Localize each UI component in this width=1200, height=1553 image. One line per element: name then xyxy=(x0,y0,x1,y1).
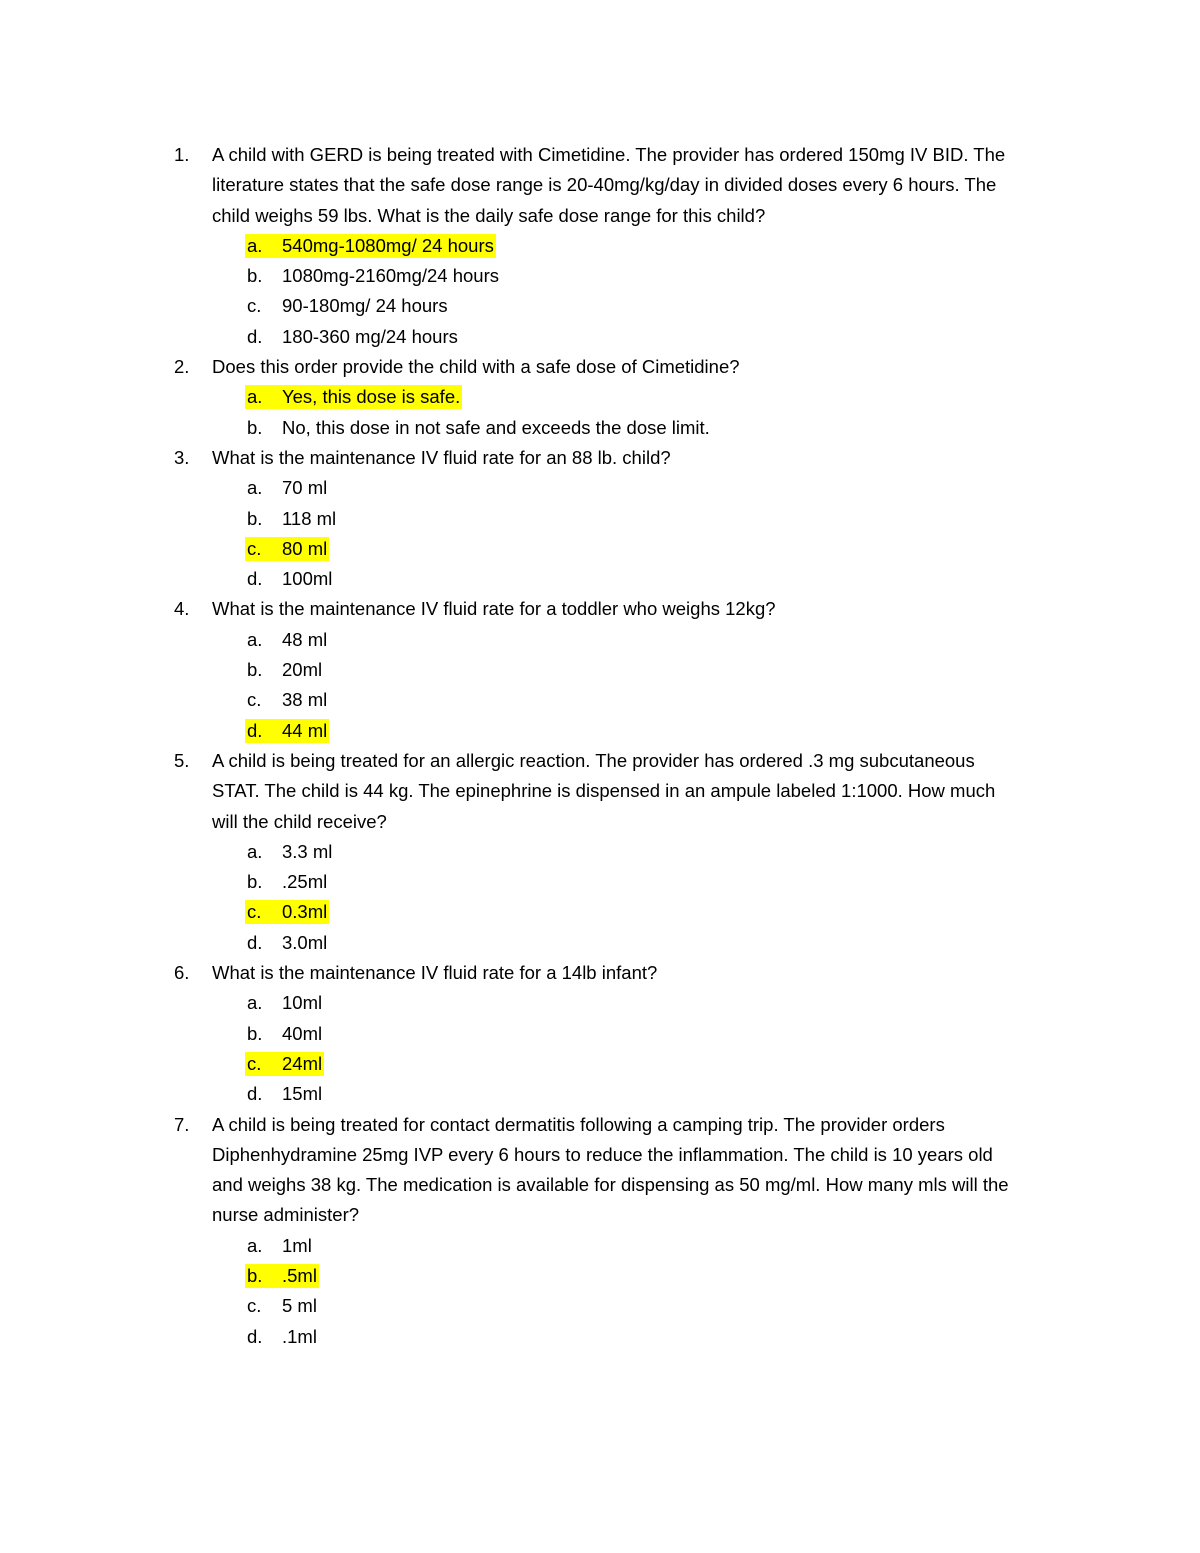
answer-option xyxy=(0,867,1200,897)
option-text: 180-360 mg/24 hours xyxy=(282,325,458,347)
option-text: .5ml xyxy=(282,1264,317,1286)
answer-option-highlighted xyxy=(0,382,1200,412)
option-label: d. xyxy=(247,568,263,590)
option-text: .1ml xyxy=(282,1325,317,1347)
option-label: a. xyxy=(247,992,263,1014)
answer-option xyxy=(0,1079,1200,1109)
option-text: 40ml xyxy=(282,1022,323,1044)
question-text: Does this order provide the child with a safe dose of Cimetidine? xyxy=(212,356,740,378)
option-text: 1ml xyxy=(282,1234,312,1256)
option-label: d. xyxy=(247,1325,263,1347)
answer-option xyxy=(0,291,1200,321)
question-text: What is the maintenance IV fluid rate for a toddler who weighs 12kg? xyxy=(212,598,776,620)
question-line xyxy=(0,958,1200,988)
option-label: d. xyxy=(247,931,263,953)
option-text: .25ml xyxy=(282,871,328,893)
answer-option-highlighted xyxy=(0,231,1200,261)
question-2 xyxy=(0,352,1200,443)
question-line xyxy=(0,1140,1200,1170)
option-text: 3.3 ml xyxy=(282,840,333,862)
option-text: 1080mg-2160mg/24 hours xyxy=(282,265,500,287)
option-label: b. xyxy=(247,416,263,438)
question-line xyxy=(0,746,1200,776)
option-label: b. xyxy=(247,1264,263,1286)
option-label: c. xyxy=(247,1052,262,1074)
answer-option xyxy=(0,1291,1200,1321)
question-text: A child is being treated for contact dermatitis following a camping trip. The provider orders xyxy=(212,1113,945,1135)
option-label: c. xyxy=(247,295,262,317)
question-1 xyxy=(0,140,1200,352)
option-text: 24ml xyxy=(282,1052,323,1074)
question-number: 4. xyxy=(174,598,190,620)
answer-option xyxy=(0,988,1200,1018)
question-number: 5. xyxy=(174,749,190,771)
question-text: Diphenhydramine 25mg IVP every 6 hours to reduce the inflammation. The child is 10 years old xyxy=(212,1143,993,1165)
question-5 xyxy=(0,746,1200,958)
answer-option-highlighted xyxy=(0,716,1200,746)
option-text: 10ml xyxy=(282,992,323,1014)
answer-option-highlighted xyxy=(0,534,1200,564)
question-text: nurse administer? xyxy=(212,1204,360,1226)
answer-option xyxy=(0,655,1200,685)
question-line xyxy=(0,776,1200,806)
question-line xyxy=(0,201,1200,231)
option-text: 15ml xyxy=(282,1083,323,1105)
answer-option-highlighted xyxy=(0,1049,1200,1079)
question-line xyxy=(0,1170,1200,1200)
option-label: d. xyxy=(247,1083,263,1105)
option-text: 0.3ml xyxy=(282,901,328,923)
option-text: 118 ml xyxy=(282,507,337,529)
option-text: 44 ml xyxy=(282,719,328,741)
answer-option xyxy=(0,837,1200,867)
option-label: d. xyxy=(247,325,263,347)
option-text: 5 ml xyxy=(282,1295,317,1317)
question-text: A child with GERD is being treated with Cimetidine. The provider has ordered 150mg IV BID. The xyxy=(212,144,1006,165)
question-number: 3. xyxy=(174,446,190,468)
question-text: and weighs 38 kg. The medication is available for dispensing as 50 mg/ml. How many mls will the xyxy=(212,1174,1009,1196)
question-3 xyxy=(0,443,1200,594)
question-text: STAT. The child is 44 kg. The epinephrine is dispensed in an ampule labeled 1:1000. How much xyxy=(212,780,996,802)
question-text: will the child receive? xyxy=(212,810,387,832)
option-text: 80 ml xyxy=(282,537,328,559)
option-label: b. xyxy=(247,659,263,681)
question-number: 2. xyxy=(174,356,190,378)
option-label: a. xyxy=(247,628,263,650)
option-text: 20ml xyxy=(282,659,323,681)
answer-option xyxy=(0,625,1200,655)
answer-option xyxy=(0,1019,1200,1049)
question-6 xyxy=(0,958,1200,1109)
option-label: b. xyxy=(247,1022,263,1044)
option-label: a. xyxy=(247,477,263,499)
question-line xyxy=(0,1110,1200,1140)
question-line xyxy=(0,443,1200,473)
question-line xyxy=(0,170,1200,200)
option-label: c. xyxy=(247,537,262,559)
question-line xyxy=(0,140,1200,170)
option-text: 3.0ml xyxy=(282,931,328,953)
answer-option xyxy=(0,504,1200,534)
question-text: What is the maintenance IV fluid rate for a 14lb infant? xyxy=(212,962,658,984)
option-label: d. xyxy=(247,719,263,741)
option-label: a. xyxy=(247,1234,263,1256)
option-label: b. xyxy=(247,265,263,287)
question-number: 6. xyxy=(174,962,190,984)
question-line xyxy=(0,1200,1200,1230)
question-list xyxy=(0,140,1200,1352)
option-text: 90-180mg/ 24 hours xyxy=(282,295,448,317)
option-label: a. xyxy=(247,386,263,408)
option-text: 38 ml xyxy=(282,689,328,711)
answer-option xyxy=(0,322,1200,352)
question-7 xyxy=(0,1110,1200,1352)
answer-option xyxy=(0,413,1200,443)
option-label: b. xyxy=(247,871,263,893)
question-text: What is the maintenance IV fluid rate for an 88 lb. child? xyxy=(212,446,671,468)
answer-option-highlighted xyxy=(0,897,1200,927)
question-line xyxy=(0,352,1200,382)
answer-option-highlighted xyxy=(0,1261,1200,1291)
option-label: a. xyxy=(247,234,263,256)
option-label: c. xyxy=(247,1295,262,1317)
option-text: 540mg-1080mg/ 24 hours xyxy=(282,234,494,256)
option-label: b. xyxy=(247,507,263,529)
question-line xyxy=(0,594,1200,624)
option-text: 70 ml xyxy=(282,477,328,499)
question-number: 1. xyxy=(174,144,190,165)
answer-option xyxy=(0,564,1200,594)
question-text: child weighs 59 lbs. What is the daily safe dose range for this child? xyxy=(212,204,766,226)
answer-option xyxy=(0,928,1200,958)
question-text: literature states that the safe dose range is 20-40mg/kg/day in divided doses every 6 hours. The xyxy=(212,174,997,196)
option-label: a. xyxy=(247,840,263,862)
answer-option xyxy=(0,685,1200,715)
answer-option xyxy=(0,473,1200,503)
question-line xyxy=(0,807,1200,837)
option-text: No, this dose in not safe and exceeds the dose limit. xyxy=(282,416,710,438)
option-label: c. xyxy=(247,901,262,923)
option-text: Yes, this dose is safe. xyxy=(282,386,461,408)
answer-option xyxy=(0,1322,1200,1352)
option-text: 48 ml xyxy=(282,628,328,650)
question-text: A child is being treated for an allergic reaction. The provider has ordered .3 mg subcutaneous xyxy=(212,749,975,771)
answer-option xyxy=(0,261,1200,291)
question-number: 7. xyxy=(174,1113,190,1135)
option-label: c. xyxy=(247,689,262,711)
option-text: 100ml xyxy=(282,568,333,590)
answer-option xyxy=(0,1231,1200,1261)
question-4 xyxy=(0,594,1200,745)
